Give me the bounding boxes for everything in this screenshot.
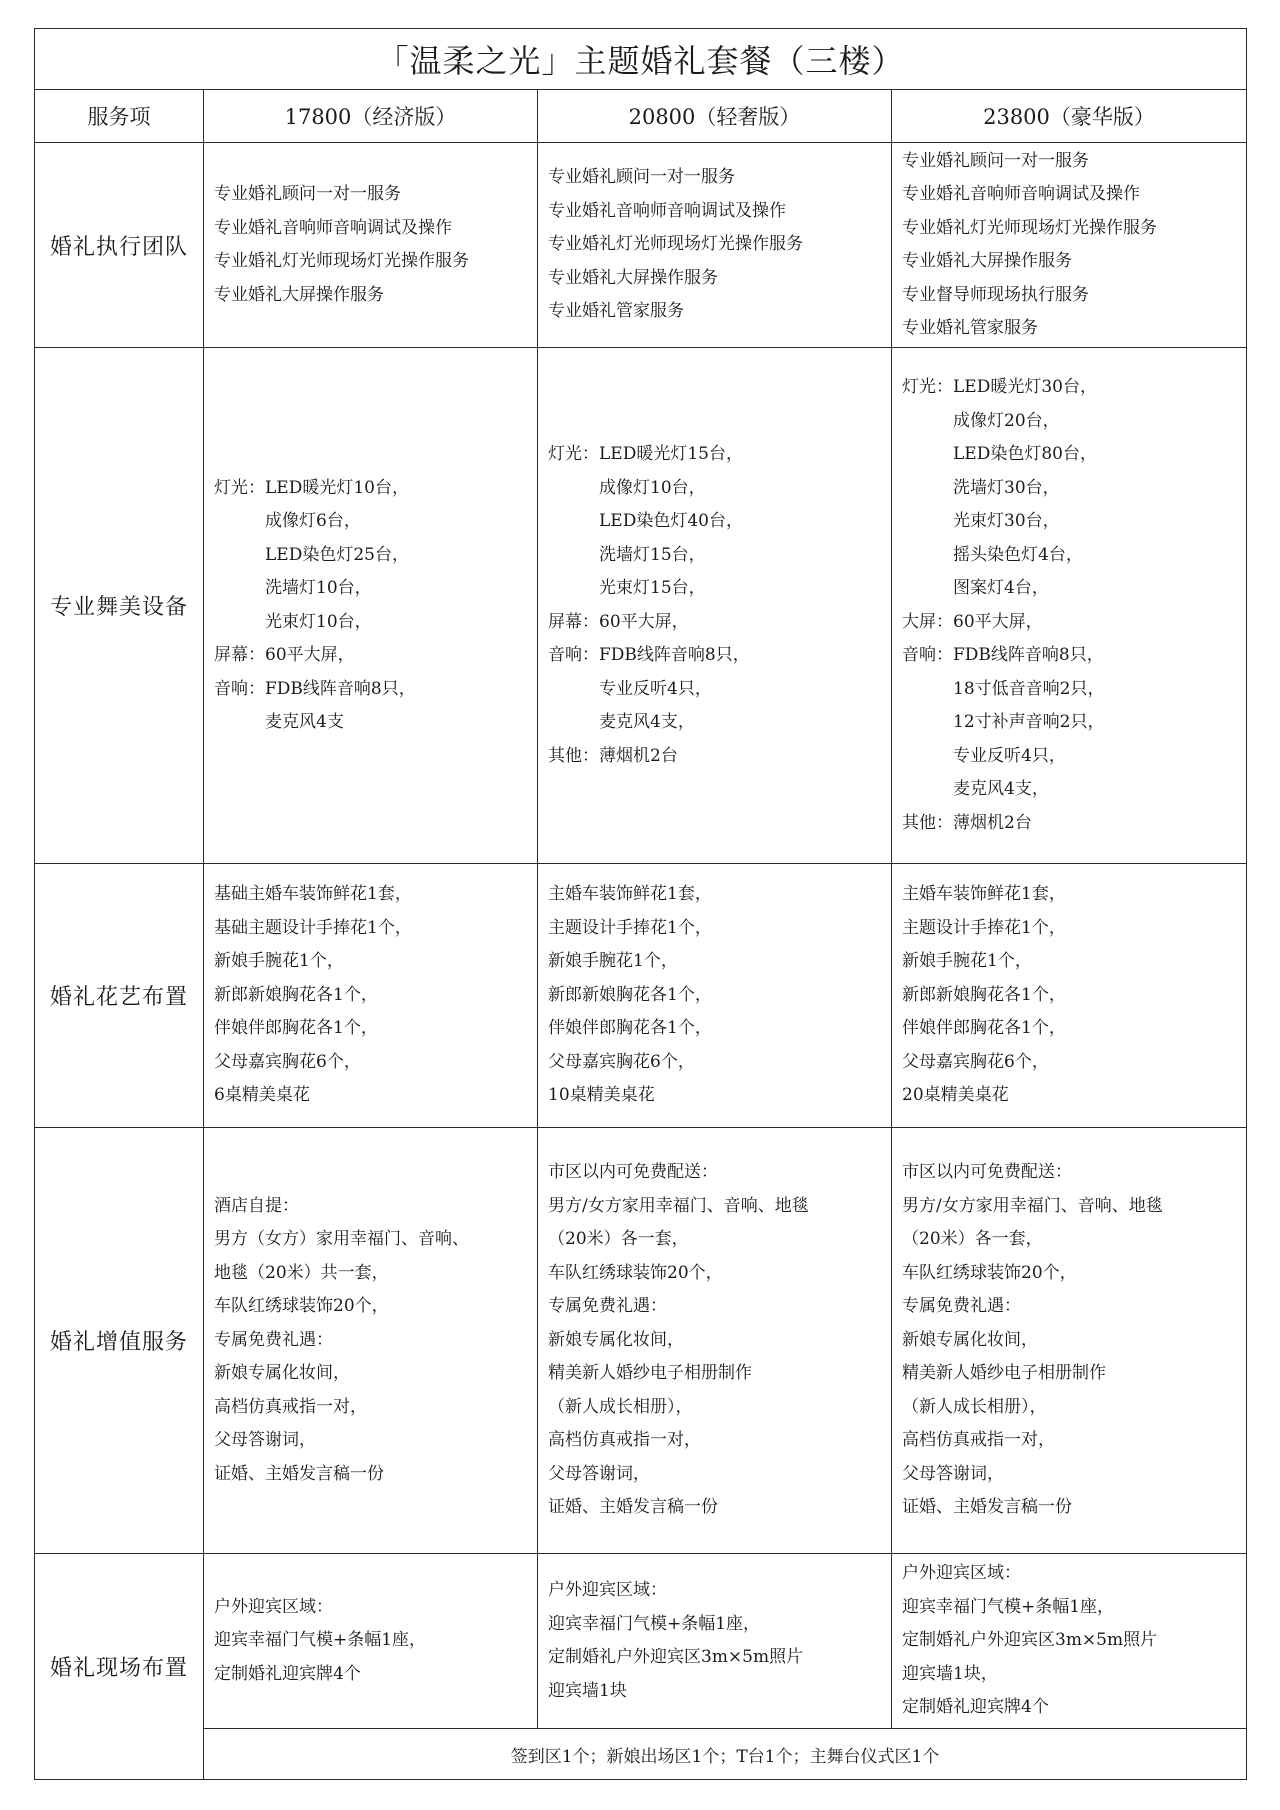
item-line: 专业婚礼灯光师现场灯光操作服务 [548,234,803,255]
item-line: 高档仿真戒指一对， [214,1396,367,1417]
tier-cell-luxury [892,1128,1247,1554]
item-line: 6桌精美桌花 [214,1085,310,1106]
item-line: （新人成长相册）， [548,1396,693,1417]
item-line: 新郎新娘胸花各1个， [902,984,1066,1005]
item-line: （新人成长相册）， [902,1396,1047,1417]
item-line: 专属免费礼遇： [214,1329,333,1350]
item-line: 音响：FDB线阵音响8只， [902,645,1104,665]
item-line: 主题设计手捧花1个， [548,917,712,938]
item-line: 新娘手腕花1个， [214,951,344,972]
item-line: 地毯（20米）共一套， [214,1262,389,1283]
row-execution-team [35,143,1247,348]
item-line: 新娘手腕花1个， [902,951,1032,972]
title-row [35,29,1247,90]
item-line: 其他：薄烟机2台 [548,745,678,766]
item-line: 男方/女方家用幸福门、音响、地毯 [902,1195,1163,1216]
item-line: 父母答谢词， [902,1463,1004,1484]
item-line: 音响：FDB线阵音响8只， [548,645,750,665]
item-line: 专业督导师现场执行服务 [902,284,1089,305]
item-line: LED染色灯80台， [902,444,1097,464]
item-line: 定制婚礼户外迎宾区3m×5m照片 [548,1647,804,1667]
item-line: 户外迎宾区域： [548,1580,667,1600]
item-line: 光束灯15台， [548,578,706,598]
item-line: 定制婚礼户外迎宾区3m×5m照片 [902,1630,1158,1651]
header-tier-luxury: 23800（豪华版） [892,90,1247,143]
item-line: 迎宾幸福门气模+条幅1座， [548,1613,761,1634]
item-line: 专业婚礼管家服务 [902,318,1038,338]
item-line: 屏幕：60平大屏， [548,611,689,632]
item-line: 麦克风4支， [548,712,695,732]
item-line: 精美新人婚纱电子相册制作 [902,1363,1106,1384]
item-line: 洗墙灯10台， [214,578,372,598]
item-line: 新娘手腕花1个， [548,951,678,972]
service-label: 婚礼现场布置 [35,1554,204,1780]
header-service: 服务项 [35,90,204,143]
item-line: 迎宾幸福门气模+条幅1座， [902,1596,1115,1617]
item-line: 迎宾幸福门气模+条幅1座， [214,1630,427,1651]
item-line: 新娘专属化妆间， [548,1329,684,1350]
item-line: 高档仿真戒指一对， [548,1430,701,1451]
item-line: 伴娘伴郎胸花各1个， [902,1018,1066,1039]
tier-cell-economy [204,143,538,348]
item-line: 专业婚礼顾问一对一服务 [214,184,401,204]
item-line: （20米）各一套， [902,1229,1043,1250]
item-line: 户外迎宾区域： [214,1596,333,1617]
item-line: 男方（女方）家用幸福门、音响、 [214,1229,469,1250]
row-venue-decoration [35,1554,1247,1729]
item-line: LED染色灯40台， [548,511,743,531]
service-label: 婚礼增值服务 [35,1128,204,1554]
item-line: 屏幕：60平大屏， [214,645,355,665]
item-line: 专属免费礼遇： [902,1296,1021,1317]
item-line: 高档仿真戒指一对， [902,1430,1055,1451]
item-line: 市区以内可免费配送： [902,1162,1072,1183]
item-line: 12寸补声音响2只， [902,712,1105,732]
tier-cell-luxury [892,1554,1247,1729]
item-line: 成像灯20台， [902,410,1060,431]
item-line: 基础主题设计手捧花1个， [214,917,412,938]
item-line: 成像灯10台， [548,477,706,498]
header-row [35,90,1247,143]
item-line: 专业婚礼灯光师现场灯光操作服务 [902,217,1157,238]
item-line: 父母答谢词， [548,1463,650,1484]
item-line: 伴娘伴郎胸花各1个， [214,1018,378,1039]
item-line: 大屏：60平大屏， [902,611,1043,632]
row-stage-equipment [35,348,1247,864]
item-line: 迎宾墙1块 [548,1680,627,1701]
item-line: 专业反听4只， [548,678,712,699]
item-line: 专业婚礼大屏操作服务 [214,284,384,305]
item-line: 成像灯6台， [214,511,361,531]
item-line: LED染色灯25台， [214,544,409,565]
row-floral-arrangement [35,864,1247,1128]
item-line: 定制婚礼迎宾牌4个 [214,1663,361,1684]
tier-cell-luxury [892,864,1247,1128]
item-line: 麦克风4支， [902,779,1049,799]
tier-cell-luxury [892,143,1247,348]
item-line: 图案灯4台， [902,578,1049,598]
item-line: 主婚车装饰鲜花1套， [902,884,1066,905]
item-line: 酒店自提： [214,1195,299,1216]
item-line: 精美新人婚纱电子相册制作 [548,1363,752,1384]
item-line: （20米）各一套， [548,1229,689,1250]
item-line: 父母嘉宾胸花6个， [902,1051,1049,1072]
item-line: 专业婚礼音响师音响调试及操作 [548,200,786,221]
tier-cell-economy [204,1128,538,1554]
tier-cell-light-luxury [538,143,892,348]
item-line: 专业反听4只， [902,745,1066,766]
tier-cell-light-luxury [538,864,892,1128]
item-line: 专业婚礼音响师音响调试及操作 [214,217,452,238]
item-line: 车队红绣球装饰20个， [214,1296,389,1317]
item-line: 光束灯10台， [214,611,372,632]
item-line: 专业婚礼音响师音响调试及操作 [902,184,1140,204]
service-label: 婚礼花艺布置 [35,864,204,1128]
item-line: 新郎新娘胸花各1个， [214,984,378,1005]
item-line: 新郎新娘胸花各1个， [548,984,712,1005]
row-venue-shared [35,1729,1247,1780]
item-line: 专业婚礼大屏操作服务 [902,251,1072,271]
item-line: 18寸低音音响2只， [902,678,1105,699]
item-line: 车队红绣球装饰20个， [902,1262,1077,1283]
tier-cell-economy [204,348,538,864]
item-line: 其他：薄烟机2台 [902,812,1032,833]
item-line: 光束灯30台， [902,511,1060,531]
item-line: 市区以内可免费配送： [548,1162,718,1183]
item-line: 车队红绣球装饰20个， [548,1262,723,1283]
shared-venue-areas: 签到区1个；新娘出场区1个；T台1个；主舞台仪式区1个 [204,1729,1247,1780]
tier-cell-economy [204,864,538,1128]
item-line: 男方/女方家用幸福门、音响、地毯 [548,1195,809,1216]
item-line: 专属免费礼遇： [548,1296,667,1317]
tier-cell-light-luxury [538,1554,892,1729]
item-line: 专业婚礼顾问一对一服务 [548,167,735,188]
package-table [34,28,1247,1780]
item-line: 基础主婚车装饰鲜花1套， [214,884,412,905]
tier-cell-luxury [892,348,1247,864]
service-label: 婚礼执行团队 [35,143,204,348]
item-line: 灯光：LED暖光灯30台， [902,377,1097,397]
item-line: 证婚、主婚发言稿一份 [902,1497,1072,1518]
item-line: 10桌精美桌花 [548,1085,655,1106]
item-line: 20桌精美桌花 [902,1085,1009,1106]
tier-cell-economy [204,1554,538,1729]
item-line: 灯光：LED暖光灯15台， [548,444,743,464]
item-line: 灯光：LED暖光灯10台， [214,477,409,498]
item-line: 专业婚礼灯光师现场灯光操作服务 [214,251,469,271]
page-title: 「温柔之光」主题婚礼套餐（三楼） [35,29,1247,90]
service-label: 专业舞美设备 [35,348,204,864]
item-line: 迎宾墙1块， [902,1663,998,1684]
header-tier-economy: 17800（经济版） [204,90,538,143]
item-line: 专业婚礼管家服务 [548,301,684,322]
item-line: 户外迎宾区域： [902,1563,1021,1584]
item-line: 麦克风4支 [214,712,344,732]
item-line: 专业婚礼顾问一对一服务 [902,150,1089,171]
item-line: 主婚车装饰鲜花1套， [548,884,712,905]
item-line: 父母嘉宾胸花6个， [548,1051,695,1072]
item-line: 摇头染色灯4台， [902,544,1083,565]
item-line: 新娘专属化妆间， [214,1363,350,1384]
item-line: 证婚、主婚发言稿一份 [548,1497,718,1518]
item-line: 父母嘉宾胸花6个， [214,1051,361,1072]
item-line: 伴娘伴郎胸花各1个， [548,1018,712,1039]
item-line: 洗墙灯30台， [902,477,1060,498]
tier-cell-light-luxury [538,1128,892,1554]
item-line: 主题设计手捧花1个， [902,917,1066,938]
item-line: 专业婚礼大屏操作服务 [548,267,718,288]
header-tier-light-luxury: 20800（轻奢版） [538,90,892,143]
item-line: 证婚、主婚发言稿一份 [214,1463,384,1484]
item-line: 定制婚礼迎宾牌4个 [902,1697,1049,1718]
row-value-added-services [35,1128,1247,1554]
item-line: 新娘专属化妆间， [902,1329,1038,1350]
tier-cell-light-luxury [538,348,892,864]
item-line: 父母答谢词， [214,1430,316,1451]
item-line: 音响：FDB线阵音响8只， [214,678,416,699]
item-line: 洗墙灯15台， [548,544,706,565]
